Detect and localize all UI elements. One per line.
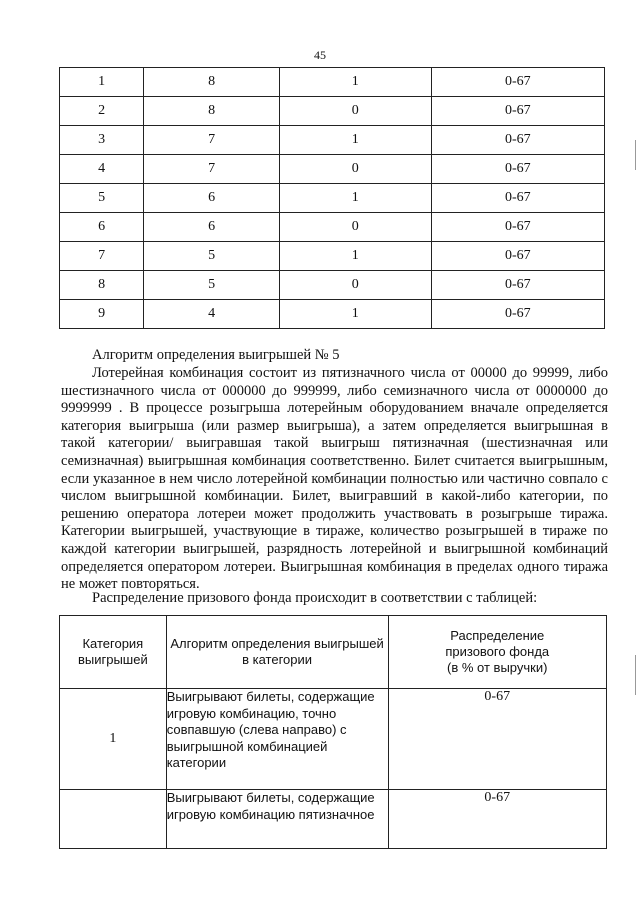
fund-cell: 0-67 — [431, 184, 604, 213]
table-row — [60, 97, 605, 126]
row-number-cell: 1 — [60, 68, 144, 97]
fund-cell: 0-67 — [431, 126, 604, 155]
row-number-cell: 2 — [60, 97, 144, 126]
category-cell — [60, 790, 167, 849]
fund-cell: 0-67 — [431, 68, 604, 97]
value-b-cell: 0 — [279, 213, 431, 242]
row-number-cell: 8 — [60, 271, 144, 300]
prize-distribution-table — [59, 615, 607, 849]
value-b-cell: 0 — [279, 155, 431, 184]
value-b-cell: 1 — [279, 242, 431, 271]
row-number-cell: 5 — [60, 184, 144, 213]
value-b-cell: 1 — [279, 184, 431, 213]
table-row — [60, 790, 607, 849]
value-a-cell: 7 — [144, 155, 280, 184]
table-row — [60, 213, 605, 242]
header-fund-line1: Распределение призового фонда — [445, 628, 550, 659]
algorithm-paragraph: Лотерейная комбинация состоит из пятизначного числа от 00000 до 99999, либо шестизначного числа от 000000 до 999999, либо семизначного числа от 0000000 до 9999999 . В процессе розыгрыша лотерейным оборудованием вначале определяется категория выигрыша (или размер выигрыша), а затем определяется выигрышная в такой категории/ выигравшая такой выигрыш пятизначная (шестизначная или семизначная) выигрышная комбинация соответственно. Билет считается выигрышным, если указанное в нем число лотерейной комбинации полностью или частично совпало с числом выигрышной комбинации. Билет, выигравший в какой-либо категории, по решению оператора лотереи может продолжить участвовать в розыгрыше тиража. Категории выигрышей, участвующие в тираже, количество розыгрышей в тираже по каждой категории выигрышей, разрядность лотерейной и выигрышной комбинаций определяется оператором лотереи. Выигрышная комбинация в пределах одного тиража не может повторяться. — [61, 365, 608, 593]
fund-cell: 0-67 — [431, 242, 604, 271]
header-fund-line2: (в % от выручки) — [447, 660, 548, 675]
section-heading: Алгоритм определения выигрышей № 5 — [92, 347, 340, 363]
value-a-cell: 5 — [144, 242, 280, 271]
fund-cell: 0-67 — [431, 300, 604, 329]
table-row — [60, 184, 605, 213]
table-row — [60, 126, 605, 155]
value-b-cell: 0 — [279, 271, 431, 300]
table-row — [60, 68, 605, 97]
table-row — [60, 271, 605, 300]
distribution-intro: Распределение призового фонда происходит в соответствии с таблицей: — [92, 590, 538, 606]
value-b-cell: 0 — [279, 97, 431, 126]
table-row — [60, 689, 607, 790]
value-a-cell: 8 — [144, 97, 280, 126]
value-b-cell: 1 — [279, 300, 431, 329]
row-number-cell: 6 — [60, 213, 144, 242]
table-header-row — [60, 616, 607, 689]
scan-edge-mark — [635, 140, 636, 170]
table-row — [60, 242, 605, 271]
category-cell: 1 — [60, 689, 167, 790]
value-a-cell: 4 — [144, 300, 280, 329]
fund-cell: 0-67 — [431, 97, 604, 126]
fund-cell: 0-67 — [388, 790, 607, 849]
row-number-cell: 3 — [60, 126, 144, 155]
scan-edge-mark — [635, 655, 636, 695]
win-table — [59, 67, 605, 329]
algorithm-cell: Выигрывают билеты, содержащие игровую комбинацию пятизначное — [166, 790, 388, 849]
value-b-cell: 1 — [279, 68, 431, 97]
value-a-cell: 8 — [144, 68, 280, 97]
algorithm-cell: Выигрывают билеты, содержащие игровую комбинацию, точно совпавшую (слева направо) с выигрышной комбинацией категории — [166, 689, 388, 790]
table-row — [60, 300, 605, 329]
value-a-cell: 5 — [144, 271, 280, 300]
value-a-cell: 6 — [144, 213, 280, 242]
row-number-cell: 4 — [60, 155, 144, 184]
value-a-cell: 7 — [144, 126, 280, 155]
row-number-cell: 9 — [60, 300, 144, 329]
page-number: 45 — [314, 48, 326, 62]
fund-cell: 0-67 — [431, 271, 604, 300]
header-fund — [388, 616, 607, 689]
table-row — [60, 155, 605, 184]
fund-cell: 0-67 — [431, 155, 604, 184]
fund-cell: 0-67 — [431, 213, 604, 242]
header-algorithm: Алгоритм определения выигрышей в категории — [166, 616, 388, 689]
value-b-cell: 1 — [279, 126, 431, 155]
header-category: Категория выигрышей — [60, 616, 167, 689]
value-a-cell: 6 — [144, 184, 280, 213]
row-number-cell: 7 — [60, 242, 144, 271]
fund-cell: 0-67 — [388, 689, 607, 790]
